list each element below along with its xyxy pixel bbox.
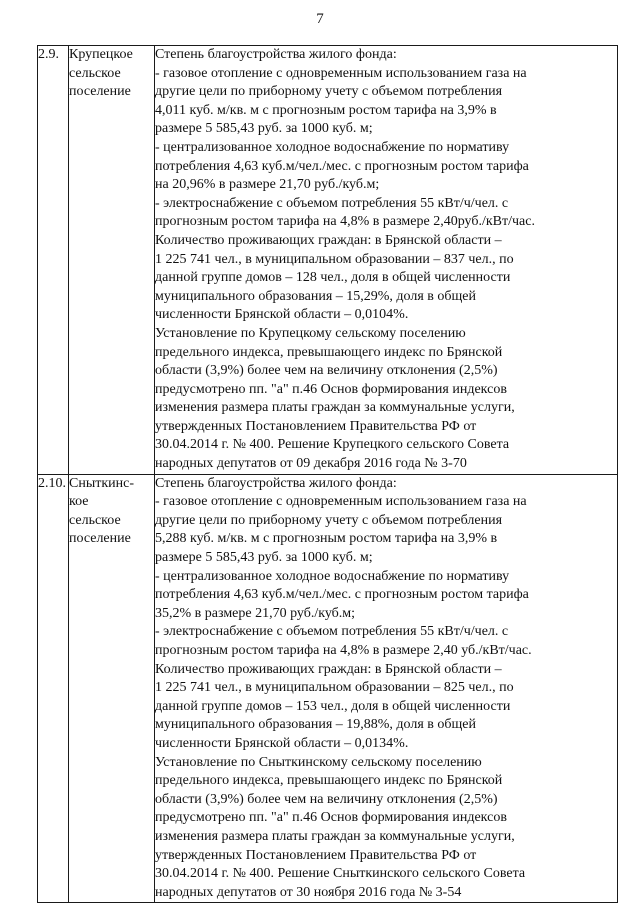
description-line: утвержденных Постановлением Правительства РФ от [155,847,477,863]
settlements-table [37,45,618,903]
description-line: предусмотрено пп. "а" п.46 Основ формирования индексов [155,381,507,397]
description-line: прогнозным ростом тарифа на 4,8% в размере 2,40 уб./кВт/час. [155,643,532,658]
description-line: предельного индекса, превышающего индекс по Брянской [155,344,503,360]
description-line: области (3,9%) более чем на величину отклонения (2,5%) [155,791,498,807]
description-line: Степень благоустройства жилого фонда: [155,475,397,491]
description-cell [155,46,618,475]
description-line: на 20,96% в размере 21,70 руб./куб.м; [155,177,380,193]
description-line: предельного индекса, превышающего индекс по Брянской [155,773,503,789]
description-line: - централизованное холодное водоснабжение по нормативу [155,568,510,584]
description-line: численности Брянской области – 0,0104%. [155,307,409,323]
description-line: размере 5 585,43 руб. за 1000 куб. м; [155,550,373,566]
row-number: 2.9. [38,47,59,62]
description-line: Количество проживающих граждан: в Брянской области – [155,661,502,677]
settlement-name-line: кое [69,494,89,510]
description-line: 1 225 741 чел., в муниципальном образовании – 837 чел., по [155,251,514,267]
description-line: другие цели по приборному учету с объемом потребления [155,512,503,528]
description-cell [155,474,618,903]
description-line: области (3,9%) более чем на величину отклонения (2,5%) [155,363,498,379]
description-line: размере 5 585,43 руб. за 1000 куб. м; [155,121,373,137]
settlement-name-line: сельское [69,65,121,81]
description-line: - газовое отопление с одновременным использованием газа на [155,65,527,81]
description-line: данной группе домов – 153 чел., доля в общей численности [155,698,511,714]
settlement-name-cell [69,474,155,903]
description-line: 30.04.2014 г. № 400. Решение Сныткинского сельского Совета [155,866,526,882]
page-number: 7 [316,11,324,27]
row-number: 2.10. [38,475,66,491]
description-line: изменения размера платы граждан за коммунальные услуги, [155,400,515,416]
description-line: народных депутатов от 30 ноября 2016 года № 3-54 [155,884,462,900]
description-line: 4,011 куб. м/кв. м с прогнозным ростом тарифа на 3,9% в [155,102,497,118]
description-line: - газовое отопление с одновременным использованием газа на [155,494,527,510]
settlement-name-line: Крупецкое [69,47,133,62]
table-row-2-10 [38,474,618,903]
row-number-cell [38,474,69,903]
description-line: Установление по Сныткинскому сельскому поселению [155,754,482,770]
settlement-name-line: поселение [69,531,131,547]
description-line: другие цели по приборному учету с объемом потребления [155,84,503,100]
description-line: предусмотрено пп. "а" п.46 Основ формирования индексов [155,810,507,826]
description-line: - электроснабжение с объемом потребления 55 кВт/ч/чел. с [155,195,509,211]
description-line: Количество проживающих граждан: в Брянской области – [155,232,502,248]
description-line: 1 225 741 чел., в муниципальном образовании – 825 чел., по [155,680,514,696]
description-line: прогнозным ростом тарифа на 4,8% в размере 2,40руб./кВт/час. [155,214,535,230]
description-line: народных депутатов от 09 декабря 2016 года № 3-70 [155,456,467,472]
description-line: 30.04.2014 г. № 400. Решение Крупецкого сельского Совета [155,437,510,453]
description-line: потребления 4,63 куб.м/чел./мес. с прогнозным ростом тарифа [155,587,529,603]
description-line: утвержденных Постановлением Правительства РФ от [155,418,477,434]
settlement-name-line: поселение [69,84,131,100]
description-line: 5,288 куб. м/кв. м с прогнозным ростом тарифа на 3,9% в [155,531,498,547]
description-line: Установление по Крупецкому сельскому поселению [155,325,466,341]
description-line: Степень благоустройства жилого фонда: [155,47,397,62]
settlement-name-line: сельское [69,512,121,528]
description-line: 35,2% в размере 21,70 руб./куб.м; [155,605,356,621]
description-line: численности Брянской области – 0,0134%. [155,735,409,751]
description-line: потребления 4,63 куб.м/чел./мес. с прогнозным ростом тарифа [155,158,529,174]
description-line: муниципального образования – 19,88%, доля в общей [155,717,477,733]
description-line: - электроснабжение с объемом потребления 55 кВт/ч/чел. с [155,624,509,640]
row-number-cell [38,46,69,475]
description-line: муниципального образования – 15,29%, доля в общей [155,288,477,304]
settlement-name-line: Сныткинс- [69,475,135,491]
description-line: данной группе домов – 128 чел., доля в общей численности [155,270,511,286]
description-line: изменения размера платы граждан за коммунальные услуги, [155,828,515,844]
settlement-name-cell [69,46,155,475]
table-row-2-9 [38,46,618,475]
description-line: - централизованное холодное водоснабжение по нормативу [155,139,510,155]
